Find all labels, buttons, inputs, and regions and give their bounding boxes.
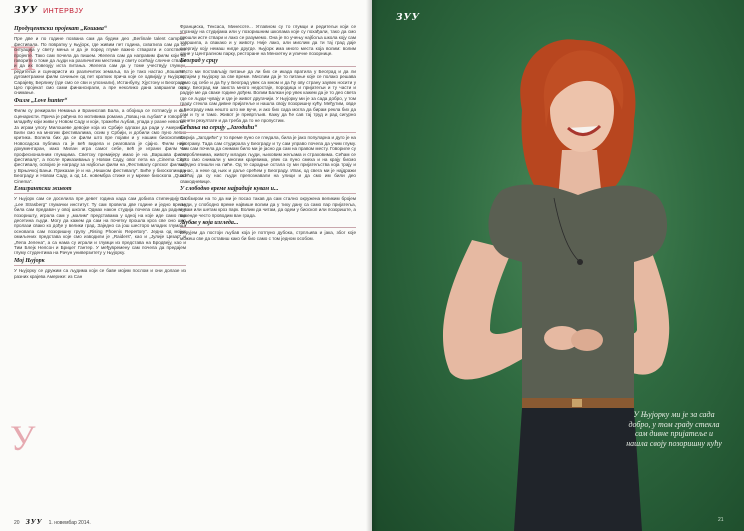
article-paragraph: У Њујорк сам се доселила пре девет година када сам добила стипендију за „Lee Strasberg“ глумачки институт. Ту сам провела две године и једно време била сам предавач у овој школи. Одмах након студија почела сам да радим у позоришту, играла сам у „малим“ представама у одној на које иде само пар десетина људи. Могу да кажем да сам на почетку прошла кроз све оно што пролази свако ко дође у велики град. Заједно са још шесторо младих глумаца основала сам позоришну групу „Rising Phoenix Repertory“. Једна од мојих омиљених представа које смо изводили је „Raiders“, као и „Јулије Цезар“ и „Лепа Јелена“, а са нама су играли и глумци из представа на Бродвеју, као и Тим Блејк Нелсон и Бриџет Гантер. У међувремену сам почела да предајем глуму студентима на Рачун универзитету у Њујорку. (14, 196, 186, 256)
page-header (14, 6, 83, 16)
page-number: 20 (14, 519, 20, 526)
belt-buckle-shape (572, 399, 582, 407)
article-column-2 (180, 24, 356, 512)
article-subheading: Емигрантски живот (14, 187, 186, 194)
necklace-bead (577, 259, 583, 265)
article-column-1 (14, 24, 186, 512)
magazine-logo: ЗУУ (14, 6, 39, 16)
right-page-number: 21 (718, 517, 724, 523)
article-subheading: У слободно време најрадије кувам и... (180, 187, 356, 194)
section-label: ИНТЕРВЈУ (43, 7, 84, 15)
issue-date: 1. новембар 2014. (48, 519, 91, 526)
article-subheading: Филм „Love hunter“ (14, 99, 186, 106)
article-paragraph: Често ми постављају питање да ли бих се икада вратила у Београд и да ли остајем у Њујорку за све време. Мислим да је то питање које се полако решава само од себе и да ћу у Београд увек са мном и да ћу ову страну заувек носити у срцу. Београд ми заиста много недостаје, породица и пријатељи и ту части и радује ме да сваке године дођем. Волим Балкан јер увек кажем да је то део света где се људи чувају и где је живот другачији. У Њујорку ми је за сада добро, у том граду стекла сам дивне пријатеље и нашла своју позоришну кућу. Међутим, овде у Београду има нешто што ме вуче, и ако бих сада могла да бирам рекла бих да сам и ту и тамо. Живот је превртљив. Кажу да ће сав тај труд и рад сигурно донети резултате и да треба да то не пропустим. (180, 68, 356, 123)
portrait-photo (372, 0, 744, 531)
article-paragraph: Пре две и по године позвана сам да будем део „Berlinale talent campus“ фестивала. По повратку у Њујорк, где живим пет година, схватила сам да се ситуација у свету мења и да је поред глуме важно стварати и сопствене пројекте. Тако сам почела да пишем. Желела сам да направим филм који ће говорити о томе да људи на различитим местима у свету осећају сличне ствари и да их повезују иста питања. Желела сам да у томе учествују глумци, редитељи и сценаристи из различитих земаља, па је тако настао „Кошава“, дугометражни филм сачињен од пет кратких прича које се одвијају у Њујорку, Сарајеву, Берлину (где смо се сви и упознали), Истанбулу, Хјустону и Београду. Цео пројекат смо сами финансирали, а пре неколико дана завршили смо снимање. (14, 36, 186, 96)
drop-cap-decoration: П (10, 38, 36, 78)
article-subheading: Мој Њујорк (14, 259, 186, 266)
hand-shape-2 (571, 329, 603, 351)
page-gutter-shadow (366, 0, 378, 531)
drop-cap-decoration-2: У (10, 418, 36, 458)
pull-quote: У Њујорку ми је за сада добро, у том граду стекла сам дивне пријатеље и нашла своју позоришну кућу (626, 410, 722, 448)
footer-logo: ЗУУ (25, 519, 43, 526)
right-page (372, 0, 744, 531)
article-subheading: Београд у срцу (180, 59, 356, 66)
article-subheading: Продуцентски пројекат „Кошава“ (14, 27, 186, 34)
article-subheading: Сећања на серију „Јагодићи“ (180, 126, 356, 133)
article-subheading: Љубав у која изгледа... (180, 221, 356, 228)
right-page-logo: ЗУУ (396, 13, 421, 23)
article-paragraph: Серија „Јагодићи“ у то време пуно се гледала, била је јако популарна и дуго је на програму. Тада сам студирала у Београду и ту сам управо почела да учим глуму. Чим сам почела да снимам било ми је јасно да сам на правом месту. Говориле су о проблемима, животу младих људи, њиховим жељама и страховима. Сећам се како смо снимали у многим крајевима, увек са пуно смеха и на крају бисмо заједно отишли на пиће. Од те сарадње остала су ми пријатељства која трају и данас, а неке од њих и даље срећем у Београду. Ипак, од свега ми је најдражи осећај да су нас људи препознавали на улици и да смо им били део свакодневице. (180, 135, 356, 184)
page-footer (14, 519, 91, 526)
article-paragraph: Филм су режирали Немања и Бранислав Бала, а обојица се потписују и као сценаристи. Прича је рађена по мотивима романа „Ловац на љубав“ и говори о младићу који живи у Новом Саду и који, тражећи љубав, упада у разне невоље. Ја играм улогу Милошеве девојке која из Србије одлази да ради у Америци. Били смо на многим фестивалима, осим у Србији, и добили смо пуно лепих критика. Волела бих да се филм што пре појави и у нашим биоскопима. Новосадска публика га је већ видела и реаговала је сјајно. Филм није документаран, иако Милан игра самог себе, већ је играни филм са професионалним глумцима. Светску премијеру имао је на „Варшава филм фестивалу“, а после приказивања у Новом Саду, овог лета на „Cinema City“ фестивалу, освојио је награду за најбољи филм на „Фестивалу српског филма“ у Врњачкој Бањи. Приказан је и на „Нишком фестивалу“. Биће у биоскопима у Београду и Новом Саду, а од 14. новембра стиже и у мреже биоскопа „Quad Cinema“. (14, 108, 186, 184)
article-paragraph: Верујем да постоји љубав која је потпуно дубока, стрпљива и јака, због које можеш све да оставиш како би био само с том једном особом. (180, 230, 356, 241)
article-paragraph: У Њујорку се дружим са људима који се баве мојим послом и они долазе из разних крајева Америке: из Сан (14, 268, 186, 279)
article-paragraph: Франциска, Тексаса, Минесоте... Углавном су то глумци и редитељи који се упознају на студијама или у позоришним школама које су похађали, тако да смо прошли исте ствари и лако се разумемо. Она је по учењу најбоља школа коју сам завршила, а свакако и у животу. Није лако, али мислим да ти тај град даје енергију коју немаш нигде другде. Њујорк има много места која волим: волим дане у Централном парку, ресторане на Менхетну и уличне позорнице. (180, 24, 356, 57)
article-paragraph: С обзиром на то да ми је посао такав да сам стално окружена великим бројем људи, у слободно време највише волим да у тиху дану са само пар пријатеља, кувам или шетам кроз парк. Волим да читам, да одем у биоскоп или позориште, а викенде често проводим ван града. (180, 196, 356, 218)
trousers-shape (514, 408, 642, 531)
